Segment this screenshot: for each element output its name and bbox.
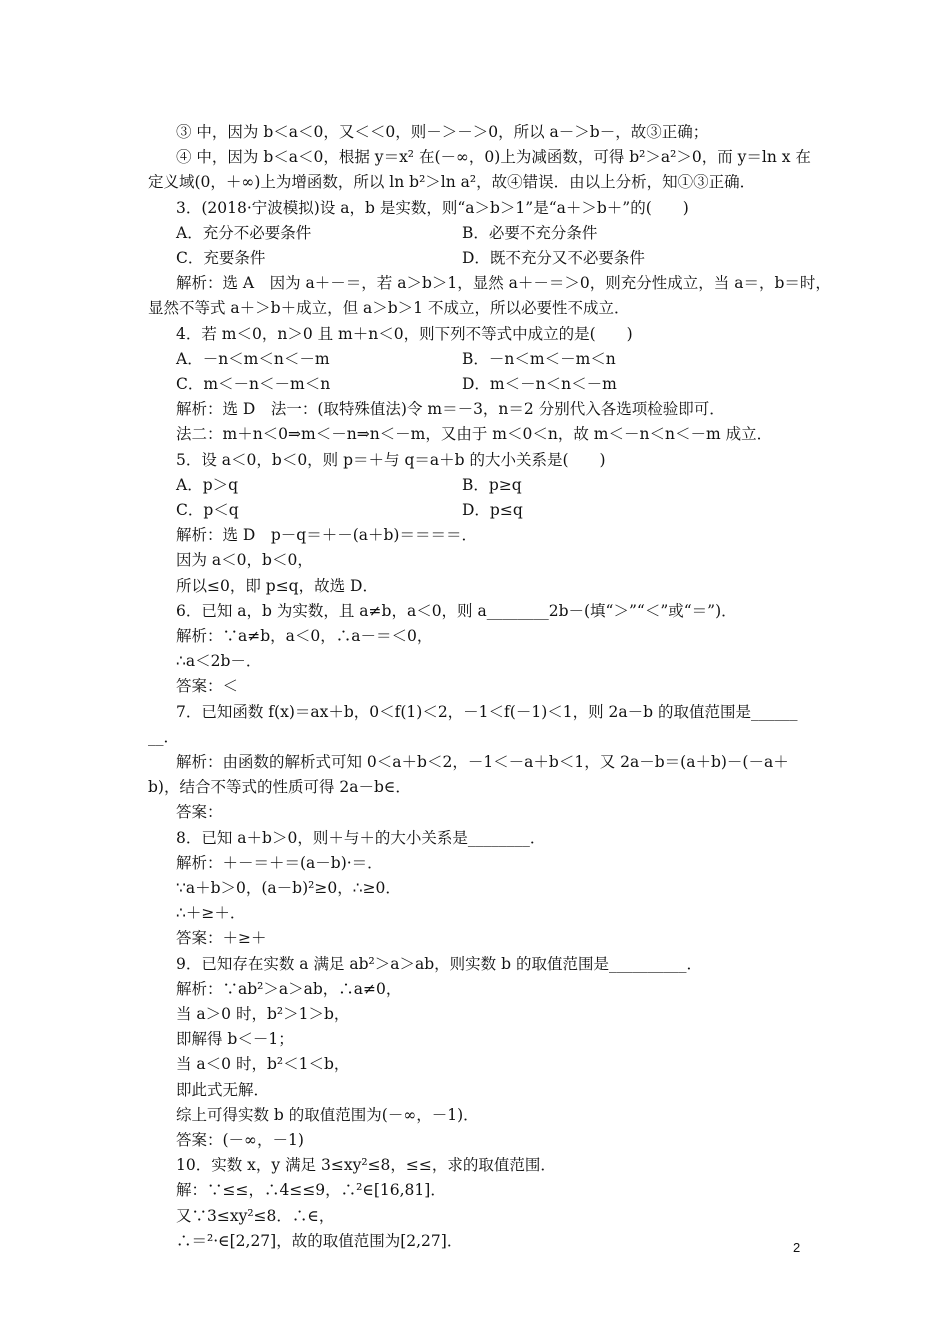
solution-line: 解：∵≤≤，∴4≤≤9，∴²∈[16,81]． (176, 1181, 446, 1199)
solution-line: 所以≤0，即 p≤q，故选 D． (176, 577, 378, 595)
answer-line: 答案： (176, 803, 223, 821)
question-9: 9．已知存在实数 a 满足 ab²＞a＞ab，则实数 b 的取值范围是__________． (176, 955, 702, 973)
solution-line: 综上可得实数 b 的取值范围为(－∞，－1)． (176, 1106, 479, 1124)
option-b: B．－n＜m＜－m＜n (462, 350, 616, 368)
text-line: ④ 中，因为 b＜a＜0，根据 y＝x² 在(－∞，0)上为减函数，可得 b²＞a²＞0，而 y＝ln x 在 (176, 148, 811, 166)
solution-line: 解析：∵a≠b，a＜0，∴a－＝＜0， (176, 627, 433, 645)
page-number: 2 (793, 1240, 801, 1255)
option-d: D．p≤q (462, 501, 523, 519)
solution-line: 当 a＜0 时，b²＜1＜b， (176, 1055, 350, 1073)
answer-line: 答案：(－∞，－1) (176, 1131, 304, 1149)
question-4: 4．若 m＜0，n＞0 且 m＋n＜0，则下列不等式中成立的是( ) (176, 325, 633, 343)
question-7-cont: __． (148, 728, 180, 746)
option-d: D．m＜－n＜n＜－m (462, 375, 617, 393)
option-b: B．p≥q (462, 476, 522, 494)
question-10: 10．实数 x，y 满足 3≤xy²≤8，≤≤，求的取值范围． (176, 1156, 556, 1174)
solution-line: b)，结合不等式的性质可得 2a－b∈． (148, 778, 411, 796)
solution-line: ∴＋≥＋． (176, 904, 246, 922)
solution-line: ∴a＜2b－． (176, 652, 262, 670)
question-3: 3．(2018·宁波模拟)设 a，b 是实数，则“a＞b＞1”是“a＋＞b＋”的( ) (176, 199, 689, 217)
option-a: A．充分不必要条件 (176, 224, 312, 242)
question-6: 6．已知 a，b 为实数，且 a≠b，a＜0，则 a________2b－(填“＞”“＜”或“＝”)． (176, 602, 737, 620)
solution-line: 即此式无解． (176, 1081, 270, 1099)
text-line: ③ 中，因为 b＜a＜0，又＜＜0，则－＞－＞0，所以 a－＞b－，故③正确； (176, 123, 709, 141)
solution-line: 因为 a＜0，b＜0， (176, 551, 313, 569)
question-8: 8．已知 a＋b＞0，则＋与＋的大小关系是________． (176, 829, 546, 847)
solution-line: ∴＝²·∈[2,27]，故的取值范围为[2,27]． (176, 1232, 463, 1250)
option-d: D．既不充分又不必要条件 (462, 249, 645, 267)
solution-line: 解析：＋－＝＋＝(a－b)·＝． (176, 854, 383, 872)
solution-line: 解析：选 D 法一：(取特殊值法)令 m＝－3，n＝2 分别代入各选项检验即可． (176, 400, 725, 418)
answer-line: 答案：＋≥＋ (176, 929, 267, 947)
solution-line: 又∵3≤xy²≤8．∴∈， (176, 1207, 335, 1225)
option-c: C．充要条件 (176, 249, 266, 267)
solution-line: 解析：∵ab²＞a＞ab，∴a≠0， (176, 980, 402, 998)
option-c: C．p＜q (176, 501, 239, 519)
solution-line: 解析：选 A 因为 a＋－＝，若 a＞b＞1，显然 a＋－＝＞0，则充分性成立，当 a＝，b＝时， (176, 274, 831, 292)
option-c: C．m＜－n＜－m＜n (176, 375, 331, 393)
option-a: A．p＞q (176, 476, 239, 494)
option-a: A．－n＜m＜n＜－m (176, 350, 330, 368)
solution-line: 当 a＞0 时，b²＞1＞b， (176, 1005, 350, 1023)
solution-line: 法二：m＋n＜0⇒m＜－n⇒n＜－m，又由于 m＜0＜n，故 m＜－n＜n＜－m 成立． (176, 425, 773, 443)
solution-line: ∵a＋b＞0，(a－b)²≥0，∴≥0． (176, 879, 401, 897)
question-7: 7．已知函数 f(x)＝ax＋b，0＜f(1)＜2，－1＜f(－1)＜1，则 2a－b 的取值范围是______ (176, 703, 798, 721)
option-b: B．必要不充分条件 (462, 224, 598, 242)
answer-line: 答案：＜ (176, 677, 239, 695)
question-5: 5．设 a＜0，b＜0，则 p＝＋与 q＝a＋b 的大小关系是( ) (176, 451, 606, 469)
solution-line: 显然不等式 a＋＞b＋成立，但 a＞b＞1 不成立，所以必要性不成立． (148, 299, 630, 317)
solution-line: 解析：选 D p－q＝＋－(a＋b)＝＝＝＝． (176, 526, 477, 544)
solution-line: 解析：由函数的解析式可知 0＜a＋b＜2，－1＜－a＋b＜1，又 2a－b＝(a＋b)－(－a＋ (176, 753, 789, 771)
solution-line: 即解得 b＜－1； (176, 1030, 294, 1048)
text-line: 定义域(0，＋∞)上为增函数，所以 ln b²＞ln a²，故④错误．由以上分析，知①③正确． (148, 173, 756, 191)
